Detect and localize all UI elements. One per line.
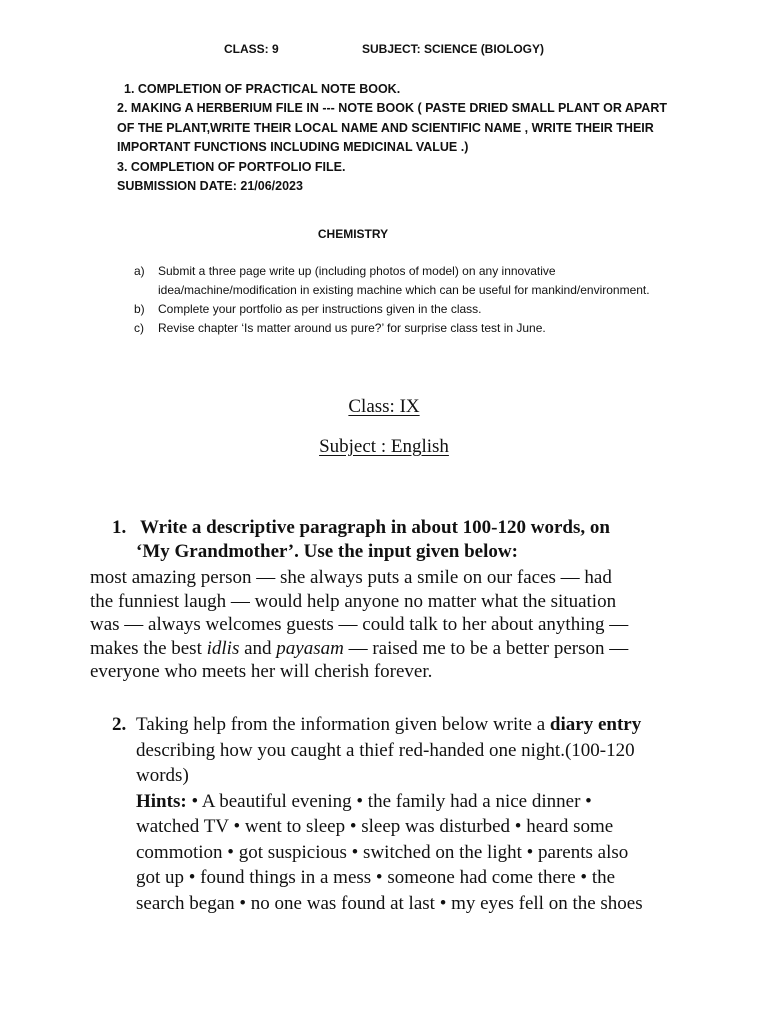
hints-line: watched TV • went to sleep • sleep was disturbed • heard some [136,816,614,837]
english-subject-heading [0,436,768,458]
hints-line [136,789,712,815]
input-line: everyone who meets her will cherish forever. [90,661,433,683]
biology-class-label: CLASS: 9 [224,42,279,56]
idlis-text: idlis [206,637,240,659]
submission-date: SUBMISSION DATE: 21/06/2023 [117,179,303,194]
biology-line: IMPORTANT FUNCTIONS INCLUDING MEDICINAL VALUE .) [117,140,469,155]
diary-entry-text: diary entry [549,714,642,735]
list-item-text: Complete your portfolio as per instructions given in the class. [158,302,482,316]
biology-task-list [117,80,717,196]
list-item [134,319,654,338]
biology-line: 1. COMPLETION OF PRACTICAL NOTE BOOK. [124,82,401,96]
hints-line: commotion • got suspicious • switched on the light • parents also [136,841,629,863]
list-marker: c) [134,321,144,335]
input-line: the funniest laugh — would help anyone no matter what the situation [90,590,617,612]
input-line [90,637,690,661]
question-number: 2. [112,714,127,735]
input-text: — raised me to be a better person — [343,637,629,659]
input-line: most amazing person — she always puts a smile on our faces — had [90,567,612,588]
question-text: Taking help from the information given below write a [136,714,550,735]
question-heading-line: Write a descriptive paragraph in about 100-120 words, on [140,517,610,538]
question-line [136,712,712,738]
list-item [134,262,654,300]
english-class-heading [0,396,768,418]
question-1-input [90,566,690,684]
question-line: describing how you caught a thief red-handed one night.(100-120 [136,739,635,761]
input-text: and [239,637,277,659]
list-item [134,300,654,319]
question-line: words) [136,765,189,786]
english-subject-label: Subject : English [319,436,449,457]
hints-label: Hints: [136,790,187,812]
input-line: was — always welcomes guests — could talk to her about anything — [90,614,629,636]
input-text: makes the best [90,637,207,659]
question-heading-line: ‘My Grandmother’. Use the input given below: [136,540,518,562]
biology-line: OF THE PLANT,WRITE THEIR LOCAL NAME AND SCIENTIFIC NAME , WRITE THEIR THEIR [117,120,654,135]
question-number: 1. [112,517,127,538]
hints-line: got up • found things in a mess • someone had come there • the [136,867,616,888]
question-2 [112,712,712,916]
hints-text: • A beautiful evening • the family had a nice dinner • [186,790,592,812]
chemistry-title: CHEMISTRY [317,227,389,241]
list-item-text: Submit a three page write up (including photos of model) on any innovative idea/machine/modification in existing machine which can be useful for mankind/environment. [158,264,650,297]
list-marker: a) [134,264,145,278]
payasam-text: payasam [276,637,344,659]
list-marker: b) [134,302,145,316]
question-2-body [112,712,712,916]
hints-line: search began • no one was found at last • my eyes fell on the shoes [136,892,643,914]
biology-line: 2. MAKING A HERBERIUM FILE IN --- NOTE BOOK ( PASTE DRIED SMALL PLANT OR APART [117,101,667,116]
biology-subject-label: SUBJECT: SCIENCE (BIOLOGY) [362,42,545,56]
chemistry-task-list [134,262,654,338]
biology-line: 3. COMPLETION OF PORTFOLIO FILE. [117,159,346,174]
question-1-heading [112,516,712,563]
list-item-text: Revise chapter ‘Is matter around us pure?’ for surprise class test in June. [158,321,546,335]
english-class-label: Class: IX [348,396,420,417]
